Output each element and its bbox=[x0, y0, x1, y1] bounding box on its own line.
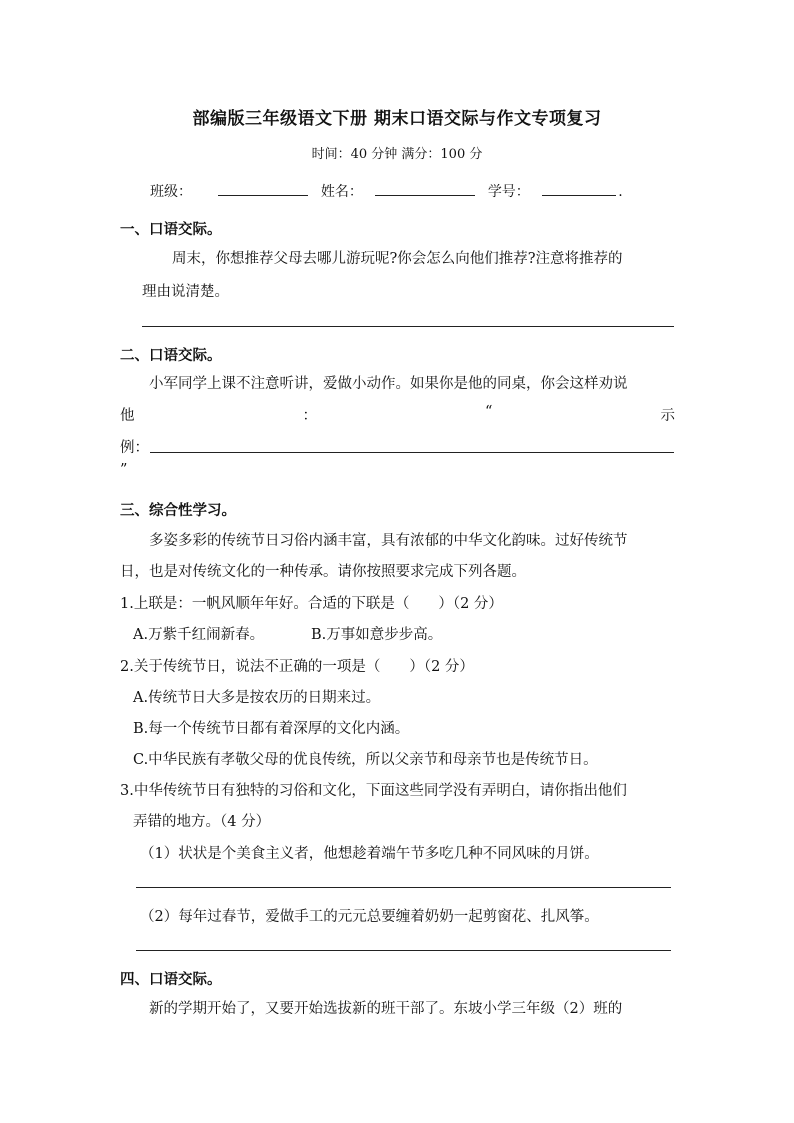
question-1: 1.上联是：一帆风顺年年好。合适的下联是（ ）（2 分） bbox=[120, 596, 503, 612]
page-title: 部编版三年级语文下册 期末口语交际与作文专项复习 bbox=[192, 109, 602, 129]
exam-meta: 时间：40 分钟 满分：100 分 bbox=[311, 147, 483, 162]
section-3-heading: 三、综合性学习。 bbox=[120, 503, 236, 519]
number-label: 学号： bbox=[487, 184, 530, 200]
section-4-heading: 四、口语交际。 bbox=[120, 972, 222, 988]
section-2-close-quote: ” bbox=[120, 462, 128, 478]
student-info-row bbox=[150, 181, 623, 201]
name-label: 姓名： bbox=[320, 184, 363, 200]
number-end-mark: . bbox=[618, 184, 623, 200]
name-field[interactable] bbox=[375, 181, 475, 196]
class-field[interactable] bbox=[218, 181, 308, 196]
section-3-intro-line-2: 日，也是对传统文化的一种传承。请你按照要求完成下列各题。 bbox=[120, 564, 526, 580]
question-1-option-b[interactable]: B.万事如意步步高。 bbox=[311, 627, 443, 643]
section-4-prompt-line-1: 新的学期开始了，又要开始选拔新的班干部了。东坡小学三年级（2）班的 bbox=[149, 1001, 623, 1017]
section-3-intro-line-1: 多姿多彩的传统节日习俗内涵丰富，具有浓郁的中华文化韵味。过好传统节 bbox=[149, 533, 628, 549]
question-3-line-1: 3.中华传统节日有独特的习俗和文化，下面这些同学没有弄明白，请你指出他们 bbox=[120, 783, 627, 799]
section-2-answer-line[interactable] bbox=[150, 452, 674, 453]
class-label: 班级： bbox=[150, 184, 192, 200]
section-2-prompt-line-1: 小军同学上课不注意听讲，爱做小动作。如果你是他的同桌，你会这样劝说 bbox=[149, 376, 628, 392]
question-3-item-1: （1）状状是个美食主义者，他想趁着端午节多吃几种不同风味的月饼。 bbox=[140, 846, 599, 862]
question-1-option-a[interactable]: A.万紫千红闹新春。 bbox=[133, 627, 265, 643]
s2-word-ta: 他 bbox=[120, 408, 135, 424]
section-1-prompt-line-2: 理由说清楚。 bbox=[142, 284, 229, 300]
question-2-option-c[interactable]: C.中华民族有孝敬父母的优良传统，所以父亲节和母亲节也是传统节日。 bbox=[133, 752, 598, 768]
s2-colon: ： bbox=[302, 408, 318, 424]
section-1-answer-line[interactable] bbox=[142, 326, 674, 327]
section-2-heading: 二、口语交际。 bbox=[120, 348, 222, 364]
s2-word-shi: 示 bbox=[660, 408, 675, 424]
section-1-heading: 一、口语交际。 bbox=[120, 222, 222, 238]
question-3-line-2: 弄错的地方。（4 分） bbox=[133, 814, 271, 830]
section-1-prompt-line-1: 周末，你想推荐父母去哪儿游玩呢?你会怎么向他们推荐?注意将推荐的 bbox=[172, 251, 623, 267]
question-3-item-2: （2）每年过春节，爱做手工的元元总要缠着奶奶一起剪窗花、扎风筝。 bbox=[140, 909, 599, 925]
section-2-example-label: 例： bbox=[120, 440, 149, 456]
question-2-option-a[interactable]: A.传统节日大多是按农历的日期来过。 bbox=[133, 690, 381, 706]
section-2-prompt-line-2 bbox=[120, 404, 675, 425]
question-3-item-1-answer-line[interactable] bbox=[136, 887, 671, 888]
s2-open-quote: “ bbox=[485, 404, 493, 420]
question-2-option-b[interactable]: B.每一个传统节日都有着深厚的文化内涵。 bbox=[133, 721, 410, 737]
question-3-item-2-answer-line[interactable] bbox=[136, 950, 671, 951]
question-2: 2.关于传统节日，说法不正确的一项是（ ）（2 分） bbox=[120, 659, 474, 675]
number-field[interactable] bbox=[542, 181, 616, 196]
